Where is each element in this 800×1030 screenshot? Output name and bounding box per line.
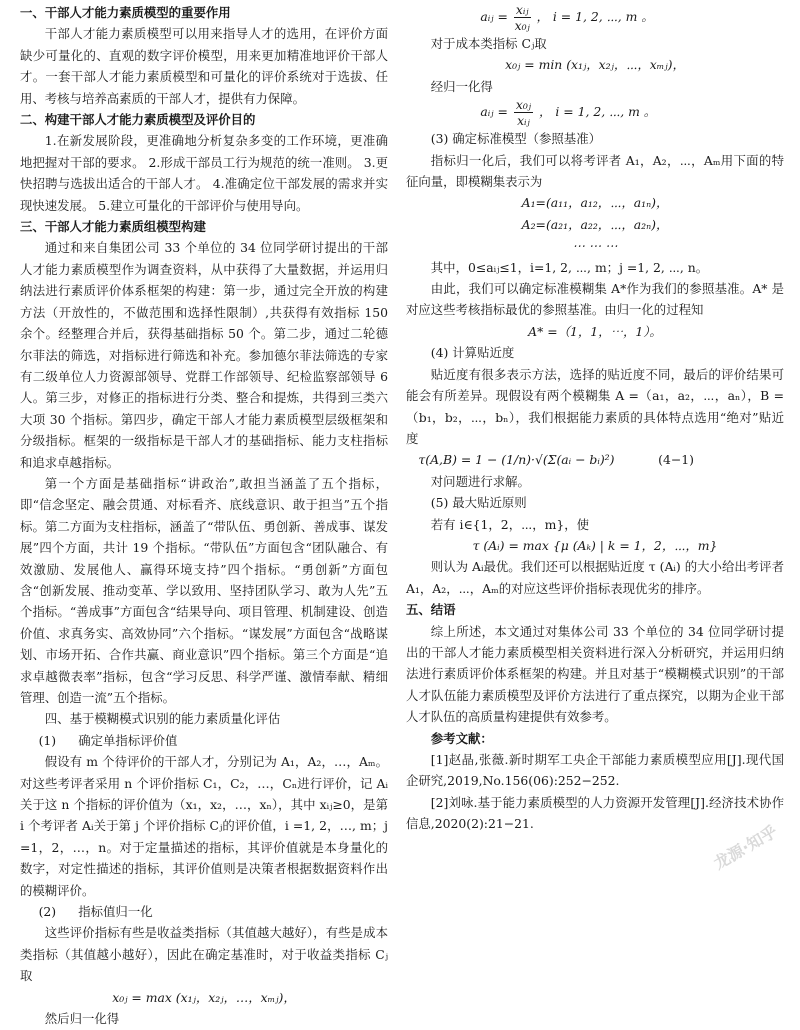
subsection-4: (4) 计算贴近度 (430, 345, 515, 361)
formula-max-closeness: τ (Aᵢ) = max {μ (Aₖ) | k = 1，2，⋯，m} (472, 537, 718, 553)
numerator: xᵢⱼ (515, 2, 529, 17)
paragraph: 通过和来自集团公司 33 个单位的 34 位同学研讨提出的干部人才能力素质模型作为调查资料，从中获得了大量数据，并运用归纳法进行素质评价体系框架的构建：第一步，通过完全开放的构建方法（开放性的，不做范围和选择性限制）,共获得有效指标 150 余个。经整理合并后，获得基础指标 50 个。第二步，通过二轮德尔菲法的筛选，对指标进行筛选和补充。参加德尔菲法筛选的专家有二级单位人力资源部领导、党群工作部领导、纪检监察部领导 6 人。第三步，对修正的指标进行分类、整合和提炼，共得到三类六大项 30 个指标。第四步，确定干部人才能力素质模型层级框架和分级指标。框架的一级指标是干部人才的基础指标、能力支柱指标和追求卓越指标。 (20, 240, 388, 470)
formula-rhs: ， i = 1, 2, ⋯, m 。 (539, 104, 657, 120)
subsection-number: (1) (38, 732, 57, 748)
subsection-title: 确定单指标评价值 (78, 732, 178, 748)
paragraph: 综上所述，本文通过对集体公司 33 个单位的 34 位同学研讨提出的干部人才能力素质模型相关资料进行深入分析研究，并运用归纳法进行素质评价体系框架的构建。并且对基于“模糊模式识别”的干部人才队伍能力素质模型及评价方法进行了重点探究，以期为企业干部人才队伍的高质量构建提供有效参考。 (406, 623, 784, 725)
references-heading: 参考文献： (430, 730, 493, 746)
paragraph: 则认为 Aᵢ最优。我们还可以根据贴近度 τ (Aᵢ) 的大小给出考评者 A₁，A₂，⋯，Aₘ的对应这些评价指标表现优劣的排序。 (406, 559, 784, 596)
left-column (20, 2, 388, 1030)
paragraph: 这些评价指标有些是收益类指标（其值越大越好），有些是成本类指标（其值越小越好），因此在确定基准时，对于收益类指标 Cⱼ取 (20, 925, 388, 984)
paragraph: 其中，0≤aᵢⱼ≤1，i=1, 2, ⋯, m；j =1, 2, ⋯, n。 (430, 259, 709, 275)
fraction (514, 2, 531, 33)
section-heading-4: 四、基于模糊模式识别的能力素质量化评估 (44, 711, 281, 727)
denominator: xᵢⱼ (517, 113, 530, 129)
paragraph: 经归一化得 (430, 78, 493, 94)
paragraph: 指标归一化后，我们可以将考评者 A₁，A₂，⋯，Aₘ用下面的特征向量，即模糊集表示为 (406, 152, 784, 190)
ellipsis-row: ⋯ ⋯ ⋯ (572, 238, 618, 254)
watermark: 龙源·知乎 (710, 821, 781, 874)
subsection-3: (3) 确定标准模型（参照基准） (430, 131, 601, 147)
formula-closeness (406, 449, 784, 470)
paragraph: 第一个方面是基础指标“讲政治”,敢担当涵盖了五个指标，即“信念坚定、融会贯通、对标看齐、底线意识、敢于担当”五个指标。第二方面为支柱指标，涵盖了“带队伍、勇创新、善成事、谋发展”四个方面，共计 19 个指标。“带队伍”方面包含“团队融合、有效激励、发展他人、赢得环境支持”四个指标。“勇创新”方面包含“创新发展、推动变革、学以致用、坚持团队学习、敢为人先”五个指标。“善成事”方面包含“结果导向、项目管理、机制建设、创造价值、求真务实、高效协同”六个指标。“谋发展”方面包含“战略谋划、市场开拓、合作共赢、商业意识”四个指标。第三个方面是“追求卓越微表率”指标，包含“学习反思、科学严谨、激情奉献、精细管理、创造一流”五个指标。 (20, 475, 388, 705)
formula-normalize-benefit (406, 2, 784, 33)
formula-max: x₀ⱼ = max (x₁ⱼ，x₂ⱼ，…，xₘⱼ)， (112, 989, 296, 1005)
subsection-number: (2) (38, 904, 57, 920)
subsection-1 (20, 730, 388, 751)
paragraph: 干部人才能力素质模型可以用来指导人才的选用，在评价方面缺少可量化的、直观的数字评价模型，用来更加精准地评价干部人才。一套干部人才能力素质模型和可量化的评价系统对于选拔、任用、考核与培养高素质的干部人才，提供有力保障。 (20, 26, 388, 106)
formula-min: x₀ⱼ = min (x₁ⱼ，x₂ⱼ，⋯，xₘⱼ)， (505, 57, 685, 73)
formula-rhs: ， i = 1, 2, ⋯, m 。 (536, 9, 654, 24)
formula-lhs: aᵢⱼ = (480, 9, 508, 24)
paragraph: 对问题进行求解。 (430, 473, 530, 489)
right-column (406, 2, 784, 835)
paragraph: 若有 i∈{1，2，⋯，m}，使 (430, 516, 590, 532)
section-heading-1: 一、干部人才能力素质模型的重要作用 (20, 5, 231, 20)
section-heading-2: 二、构建干部人才能力素质模型及评价目的 (20, 112, 256, 128)
paragraph: 然后归一化得 (44, 1011, 120, 1027)
paragraph: 由此，我们可以确定标准模糊集 A*作为我们的参照基准。A* 是对应这些考核指标最优的参照基准。由归一化的过程知 (406, 281, 784, 318)
formula-normalize-cost (406, 97, 784, 128)
reference-item: [1]赵晶,张薇.新时期军工央企干部能力素质模型应用[J].现代国企研究,2019,No.156(06):252−252. (406, 752, 784, 789)
reference-item: [2]刘咏.基于能力素质模型的人力资源开发管理[J].经济技术协作信息,2020(2):21−21. (406, 794, 784, 832)
formula-body: τ(A,B) = 1 − (1/n)·√(Σ(aᵢ − bᵢ)²) (418, 452, 615, 468)
paragraph: 贴近度有很多表示方法，选择的贴近度不同，最后的评价结果可能会有所差异。现假设有两个模糊集 A =（a₁，a₂，⋯，aₙ），B =（b₁，b₂，⋯，bₙ），我们根据能力素质的具体特点选用“绝对”贴近度 (406, 366, 784, 446)
subsection-2 (20, 901, 388, 922)
section-heading-3: 三、干部人才能力素质组模型构建 (20, 219, 206, 235)
subsection-title: 指标值归一化 (78, 904, 153, 920)
paragraph: 假设有 m 个待评价的干部人才，分别记为 A₁，A₂，…，Aₘ。对这些考评者采用 n 个评价指标 C₁，C₂，…，Cₙ进行评价，记 Aᵢ关于这 n 个指标的评价值为（x₁，x₂，…，xₙ），其中 xᵢⱼ≥0，是第 i 个考评者 Aᵢ关于第 j 个评价指标 Cⱼ的评价值，i =1, 2，…, m；j =1，2，…，n。对于定量描述的指标，其评价值就是本身量化的数字，对定性描述的指标，其评价值则是决策者根据数据资料作出的模糊评价。 (20, 754, 388, 898)
fuzzy-set-a2: A₂=(a₂₁，a₂₂，⋯，a₂ₙ)， (521, 216, 669, 232)
fuzzy-set-a1: A₁=(a₁₁，a₁₂，⋯，a₁ₙ)， (521, 195, 669, 211)
paragraph: 对于成本类指标 Cⱼ取 (430, 36, 547, 51)
section-heading-5: 五、结语 (406, 602, 456, 618)
numerator: x₀ⱼ (515, 97, 532, 113)
paragraph: 1.在新发展阶段，更准确地分析复杂多变的工作环境，更准确地把握对干部的要求。 2.形成干部员工行为规范的统一准则。 3.更快招聘与选拔出适合的干部人才。 4.准确定位干部发展的需求并实现快速发展。 5.建立可量化的干部评价与使用导向。 (20, 133, 388, 213)
formula-lhs: aᵢⱼ = (480, 104, 508, 120)
denominator: x₀ⱼ (514, 18, 530, 33)
subsection-5: (5) 最大贴近原则 (430, 495, 527, 511)
formula-reference: A* =（1，1，⋯，1）。 (528, 323, 662, 339)
fraction (514, 97, 533, 128)
equation-number: (4−1) (658, 452, 694, 468)
